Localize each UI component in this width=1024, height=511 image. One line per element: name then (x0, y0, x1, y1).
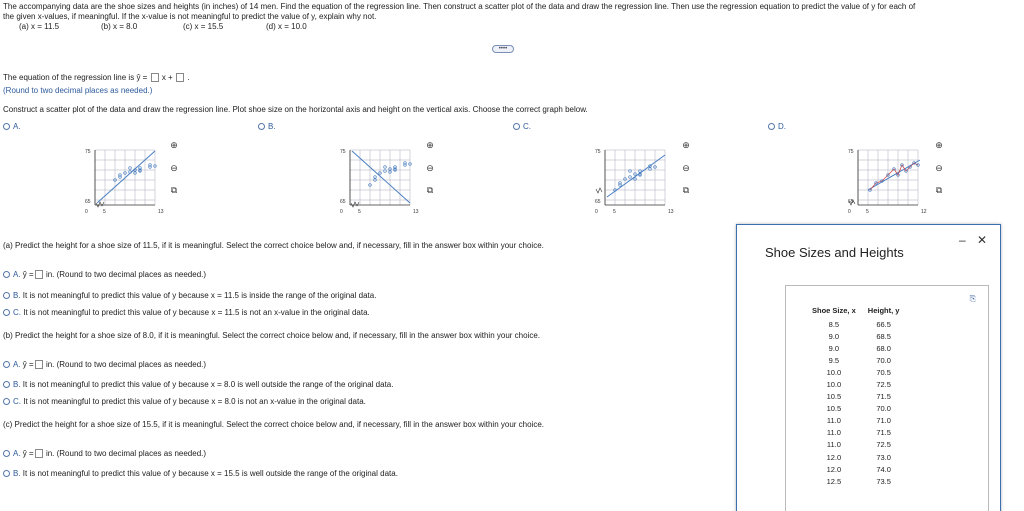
regression-line (3, 73, 189, 82)
popup-title: Shoe Sizes and Heights (765, 245, 904, 260)
part-a-choice-a-suffix: in. (Round to two decimal places as needed.) (45, 270, 207, 279)
popout-icon-b[interactable]: ⧉ (426, 185, 434, 195)
graph-option-b-label: B. (268, 122, 276, 131)
intercept-input[interactable] (176, 73, 184, 82)
graph-d-svg (848, 145, 928, 217)
data-popup (736, 224, 1001, 511)
regression-yhat: ŷ = (136, 73, 148, 82)
graph-c-x2: 13 (668, 209, 674, 215)
graph-d-x1: 5 (866, 209, 869, 215)
part-a-yhat: ŷ = (22, 270, 34, 279)
table-row (806, 342, 905, 354)
part-a-x: (a) x = 11.5 (19, 22, 60, 31)
table-row (806, 366, 905, 378)
graph-b-x1: 5 (358, 209, 361, 215)
part-b-choice-a-label: A. (13, 360, 21, 369)
graph-b-x0: 0 (340, 209, 343, 215)
graph-a-svg (85, 145, 165, 217)
regression-x-plus: x + (161, 73, 173, 82)
graph-option-c-label: C. (523, 122, 531, 131)
cell-y: 73.0 (876, 452, 891, 462)
cell-y: 71.5 (876, 428, 891, 438)
table-row (806, 427, 905, 439)
popout-icon-d[interactable]: ⧉ (935, 185, 943, 195)
zoom-out-icon-d[interactable]: ⊖ (935, 163, 943, 173)
slope-input[interactable] (151, 73, 159, 82)
table-row (806, 451, 905, 463)
radio-part-b-c[interactable] (3, 398, 10, 405)
zoom-in-icon-a[interactable]: ⊕ (170, 140, 178, 150)
part-c-yhat: ŷ = (22, 449, 34, 458)
part-c-answer-input[interactable] (35, 449, 43, 458)
radio-part-a-c[interactable] (3, 309, 10, 316)
graph-c-axis-break (596, 188, 602, 193)
part-b-choice-b-label: B. (13, 380, 21, 389)
col-header-x: Shoe Size, x (812, 306, 856, 315)
part-d-x: (d) x = 10.0 (266, 22, 307, 31)
cell-y: 72.5 (876, 380, 891, 390)
table-row (806, 391, 905, 403)
zoom-in-icon-d[interactable]: ⊕ (935, 140, 943, 150)
part-a-choice-b-text: It is not meaningful to predict this value of y because x = 11.5 is inside the range of the original data. (22, 291, 377, 300)
part-a-prompt: (a) Predict the height for a shoe size of 11.5, if it is meaningful. Select the correct choice below and, if necessary, fill in the answer box within your choice. (3, 241, 544, 250)
graph-d (848, 145, 928, 215)
construct-prompt: Construct a scatter plot of the data and draw the regression line. Plot shoe size on the horizontal axis and height on the vertical axis. Choose the correct graph below. (3, 105, 588, 114)
part-b-choice-c-text: It is not meaningful to predict this value of y because x = 8.0 is not an x-value in the original data. (23, 397, 366, 406)
radio-part-b-b[interactable] (3, 381, 10, 388)
part-c-x: (c) x = 15.5 (183, 22, 224, 31)
graph-c-ytop: 75 (595, 149, 601, 155)
radio-part-a-a[interactable] (3, 271, 10, 278)
part-b-x: (b) x = 8.0 (101, 22, 138, 31)
graph-c-svg (595, 145, 675, 217)
graph-option-d[interactable] (768, 122, 786, 131)
cell-x: 10.5 (826, 404, 842, 414)
part-b-choice-a[interactable] (3, 360, 206, 369)
radio-graph-a[interactable] (3, 123, 10, 130)
zoom-out-icon-c[interactable]: ⊖ (682, 163, 690, 173)
table-row (806, 439, 905, 451)
part-b-choice-c-label: C. (13, 397, 21, 406)
regression-period: . (187, 73, 190, 82)
zoom-in-icon-b[interactable]: ⊕ (426, 140, 434, 150)
part-c-choice-b-label: B. (13, 469, 21, 478)
cell-y: 74.0 (876, 464, 891, 474)
radio-part-c-b[interactable] (3, 470, 10, 477)
graph-c-x1: 5 (613, 209, 616, 215)
cell-x: 9.0 (828, 343, 840, 353)
graph-a-regression-line (97, 151, 155, 203)
cell-x: 12.5 (826, 476, 842, 486)
cell-y: 72.5 (876, 440, 891, 450)
data-table-box (785, 285, 989, 511)
zoom-out-icon-b[interactable]: ⊖ (426, 163, 434, 173)
part-b-prompt: (b) Predict the height for a shoe size of 8.0, if it is meaningful. Select the correct choice below and, if necessary, fill in the answer box within your choice. (3, 331, 541, 340)
graph-a-ybot: 65 (85, 199, 91, 205)
part-c-prompt: (c) Predict the height for a shoe size of 15.5, if it is meaningful. Select the correct choice below and, if necessary, fill in the answer box within your choice. (3, 420, 545, 429)
part-a-answer-input[interactable] (35, 270, 43, 279)
part-a-choice-c[interactable] (3, 308, 370, 317)
cell-x: 11.0 (826, 416, 841, 426)
graph-a-x2: 13 (158, 209, 164, 215)
cell-x: 9.0 (828, 331, 840, 341)
table-row (806, 318, 905, 330)
radio-part-a-b[interactable] (3, 292, 10, 299)
graph-d-x2: 12 (921, 209, 927, 215)
part-c-choice-b[interactable] (3, 469, 398, 478)
minimize-icon[interactable]: – (959, 233, 966, 247)
graph-a-ytop: 75 (85, 149, 91, 155)
copy-icon[interactable]: ⎘ (969, 294, 976, 303)
graph-b-svg (340, 145, 420, 217)
table-row (806, 354, 905, 366)
part-a-choice-a[interactable] (3, 270, 206, 279)
graph-b-x2: 13 (413, 209, 419, 215)
radio-graph-b[interactable] (258, 123, 265, 130)
popout-icon-c[interactable]: ⧉ (682, 185, 690, 195)
table-row (806, 475, 905, 487)
radio-part-b-a[interactable] (3, 361, 10, 368)
col-header-y: Height, y (867, 306, 900, 315)
part-b-choice-a-suffix: in. (Round to two decimal places as needed.) (45, 360, 207, 369)
graph-b (340, 145, 420, 215)
table-row (806, 463, 905, 475)
table-row (806, 415, 905, 427)
graph-b-axis-break (351, 202, 359, 207)
graph-b-ybot: 65 (340, 199, 346, 205)
cell-x: 10.0 (826, 367, 842, 377)
cell-x: 11.0 (826, 440, 841, 450)
part-a-choice-b-label: B. (13, 291, 21, 300)
graph-option-b[interactable] (258, 122, 276, 131)
part-b-yhat: ŷ = (22, 360, 34, 369)
zoom-out-icon-a[interactable]: ⊖ (170, 163, 178, 173)
graph-option-a-label: A. (13, 122, 21, 131)
more-button[interactable]: •••• (492, 45, 514, 53)
table-row (806, 330, 905, 342)
graph-a-x0: 0 (85, 209, 88, 215)
cell-x: 12.0 (826, 464, 842, 474)
graph-a-x1: 5 (103, 209, 106, 215)
part-a-choice-b[interactable] (3, 291, 376, 300)
table-row (806, 378, 905, 390)
graph-option-d-label: D. (778, 122, 786, 131)
graph-d-grid (858, 150, 918, 205)
cell-x: 10.5 (826, 392, 842, 402)
graph-d-zigzag-line (870, 163, 918, 190)
cell-y: 71.5 (876, 392, 891, 402)
cell-x: 12.0 (826, 452, 842, 462)
part-a-choice-a-label: A. (13, 270, 21, 279)
cell-x: 11.0 (826, 428, 841, 438)
part-b-choice-b[interactable] (3, 380, 393, 389)
radio-graph-d[interactable] (768, 123, 775, 130)
graph-b-regression-line (352, 151, 410, 203)
part-c-choice-a-suffix: in. (Round to two decimal places as needed.) (45, 449, 207, 458)
popout-icon-a[interactable]: ⧉ (170, 185, 178, 195)
graph-b-grid (350, 150, 410, 205)
graph-d-ybot: 65 (848, 199, 854, 205)
close-icon[interactable]: ✕ (977, 233, 988, 247)
cell-x: 10.0 (826, 380, 842, 390)
graph-c (595, 145, 675, 215)
graph-c-x0: 0 (595, 209, 598, 215)
cell-y: 66.5 (876, 319, 891, 329)
cell-y: 73.5 (876, 476, 891, 486)
graph-option-c[interactable] (513, 122, 531, 131)
part-b-choice-b-text: It is not meaningful to predict this value of y because x = 8.0 is well outside the range of the original data. (22, 380, 394, 389)
table-row (806, 403, 905, 415)
intro-line-2: the given x-values, if meaningful. If the x-value is not meaningful to predict the value of y, explain why not. (3, 12, 377, 21)
part-c-choice-b-text: It is not meaningful to predict this value of y because x = 15.5 is well outside the range of the original data. (22, 469, 398, 478)
regression-prefix: The equation of the regression line is (3, 73, 135, 82)
cell-y: 68.5 (876, 331, 891, 341)
part-a-choice-c-text: It is not meaningful to predict this value of y because x = 11.5 is not an x-value in the original data. (23, 308, 370, 317)
cell-y: 68.0 (876, 343, 891, 353)
graph-option-a[interactable] (3, 122, 21, 131)
cell-x: 8.5 (828, 319, 840, 329)
radio-part-c-a[interactable] (3, 450, 10, 457)
cell-y: 70.0 (876, 355, 891, 365)
part-b-answer-input[interactable] (35, 360, 43, 369)
cell-x: 9.5 (828, 355, 840, 365)
graph-a (85, 145, 165, 215)
data-table (806, 306, 905, 487)
part-c-choice-a-label: A. (13, 449, 21, 458)
radio-graph-c[interactable] (513, 123, 520, 130)
graph-b-ytop: 75 (340, 149, 346, 155)
cell-y: 70.5 (876, 367, 891, 377)
graph-c-ybot: 65 (595, 199, 601, 205)
graph-d-x0: 0 (848, 209, 851, 215)
regression-round-note: (Round to two decimal places as needed.) (3, 86, 153, 95)
graph-d-ytop: 75 (848, 149, 854, 155)
part-c-choice-a[interactable] (3, 449, 206, 458)
zoom-in-icon-c[interactable]: ⊕ (682, 140, 690, 150)
cell-y: 71.0 (876, 416, 891, 426)
intro-line-1: The accompanying data are the shoe sizes and heights (in inches) of 14 men. Find the equation of the regression line. Then construct a scatter plot of the data and draw the regression line. Then use the regression equation to predict the value of y for each of (3, 2, 916, 11)
part-a-choice-c-label: C. (13, 308, 21, 317)
graph-d-points (869, 162, 920, 192)
part-b-choice-c[interactable] (3, 397, 366, 406)
cell-y: 70.0 (876, 404, 891, 414)
